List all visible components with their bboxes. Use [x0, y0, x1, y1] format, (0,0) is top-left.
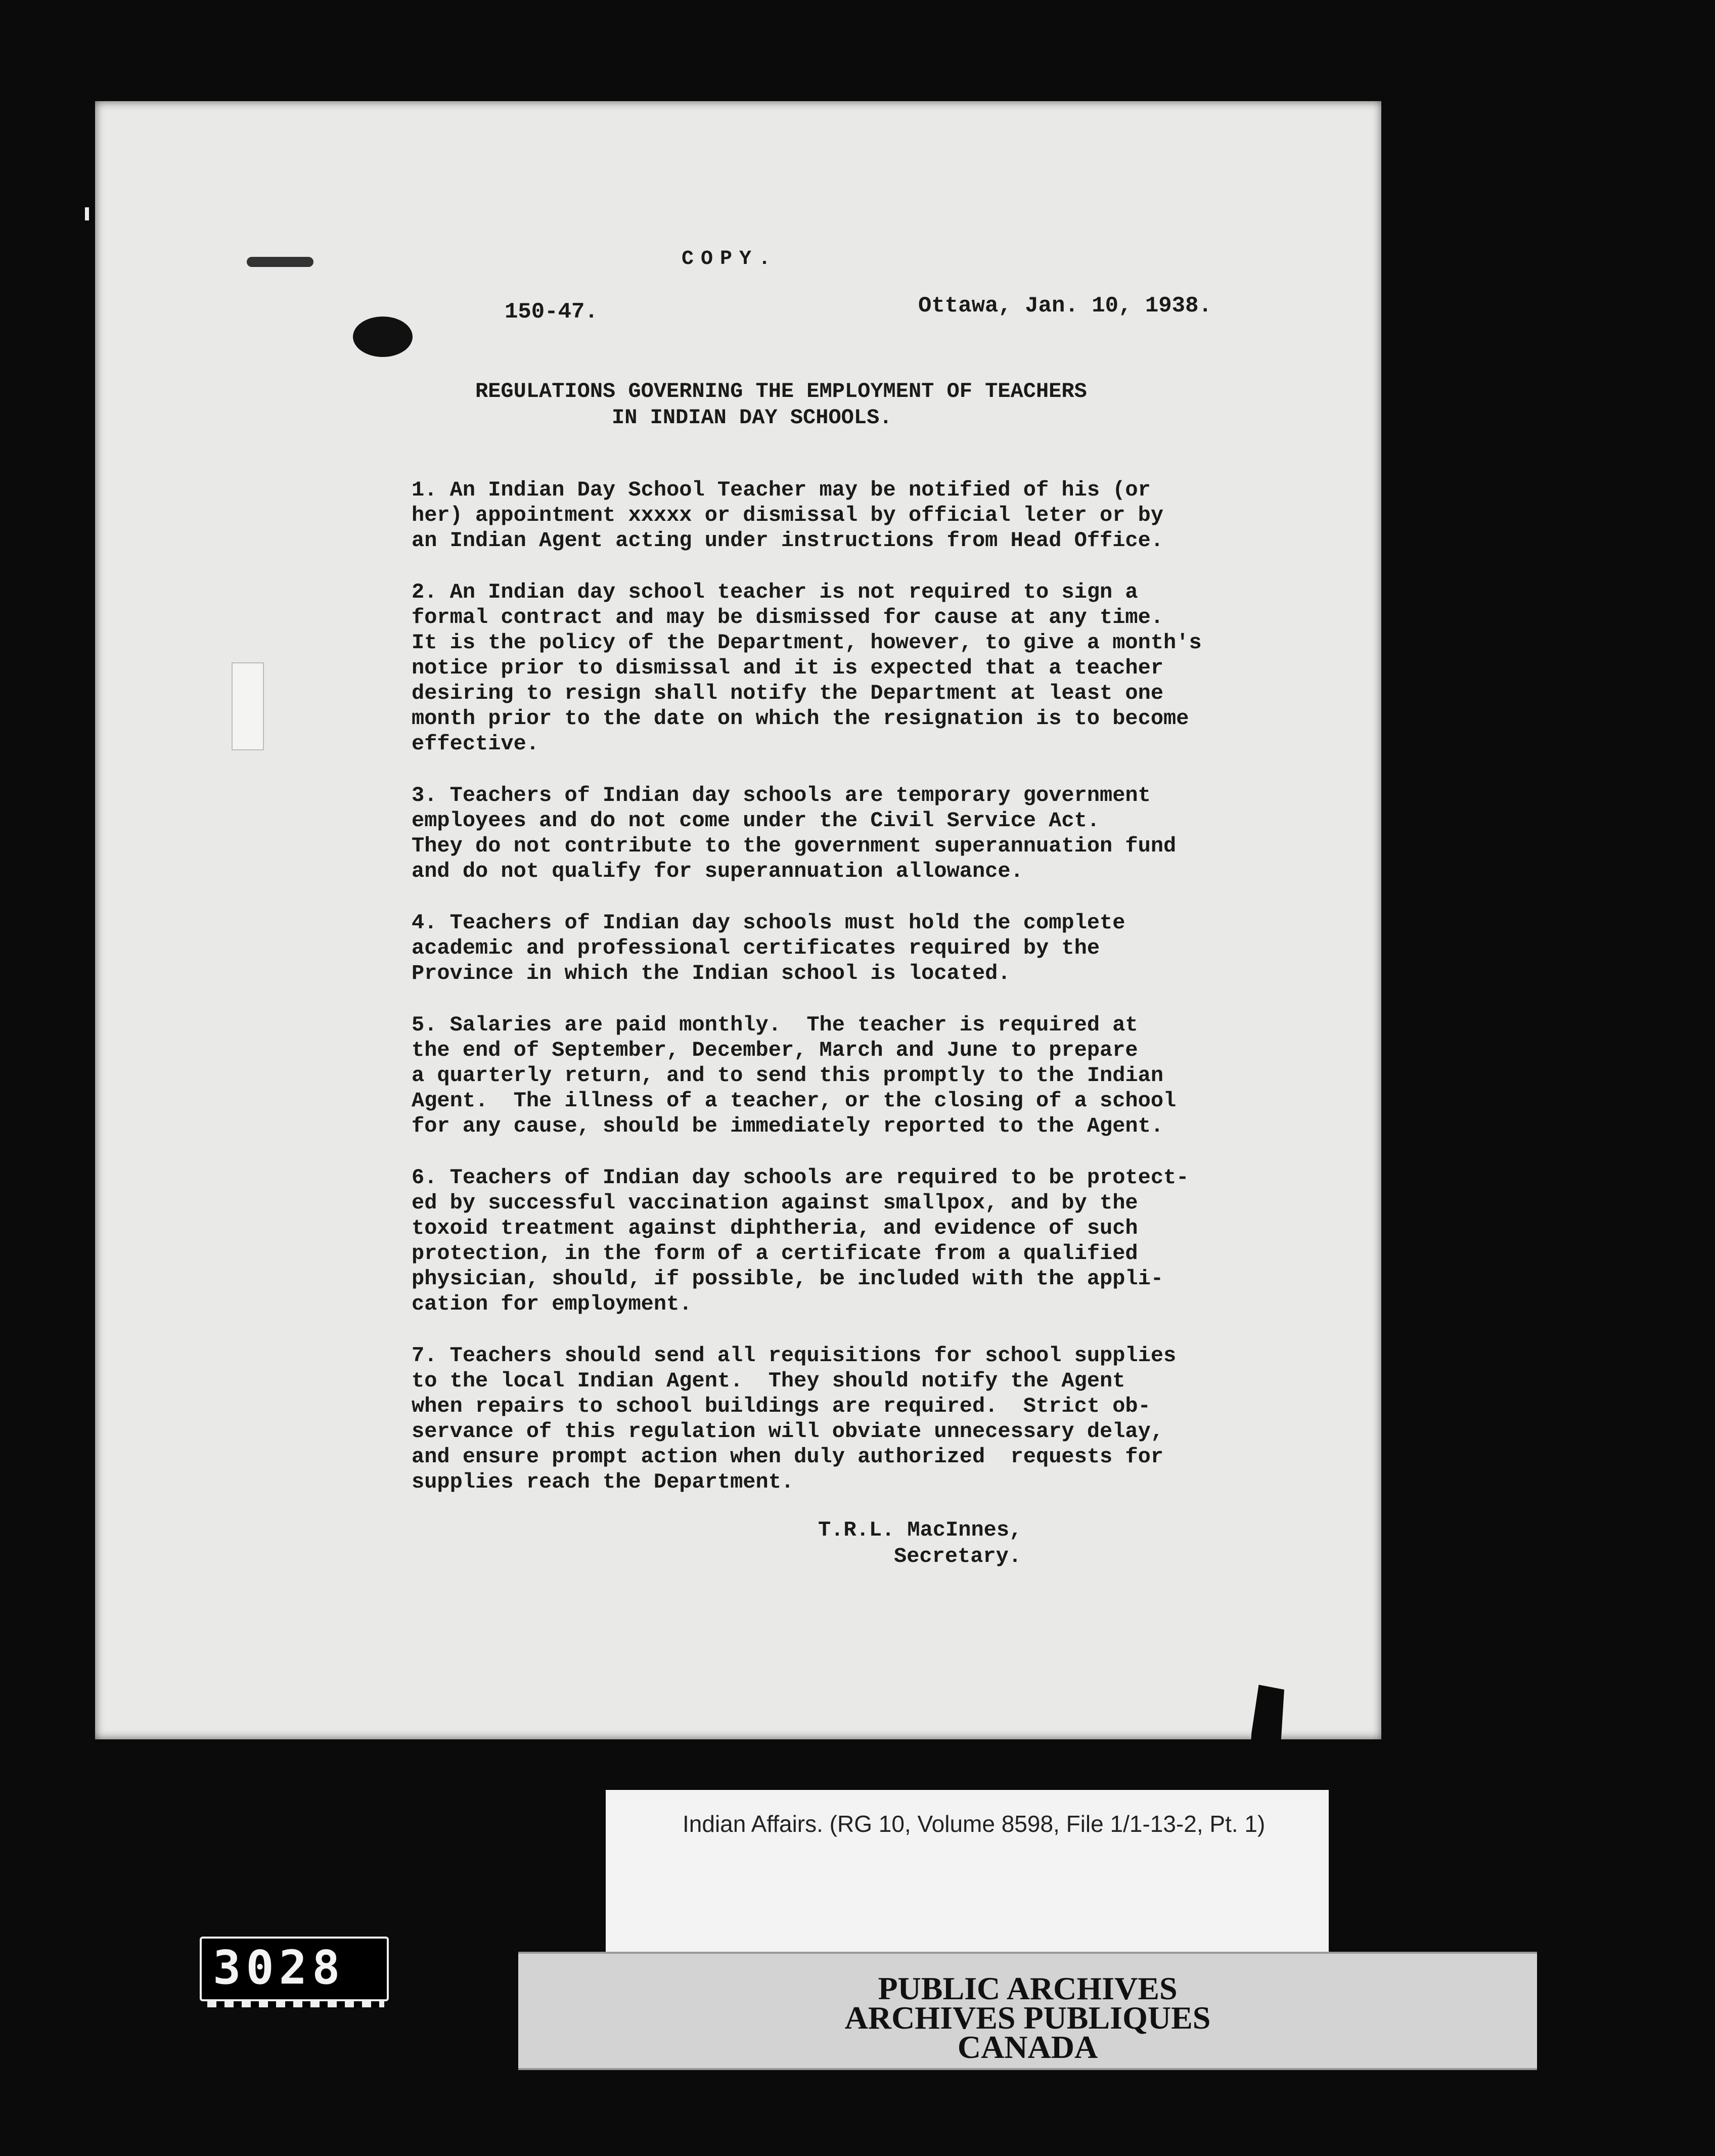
regulation-paragraph-2: 2. An Indian day school teacher is not required to sign a formal contract and may be dismissed for cause at any time. It is the policy of the Department, however, to give a month's notice prior to dismissal and it is expected that a teacher desiring to resign shall notify the Department at least one month prior to the date on which the resignation is to become effective. [412, 580, 1202, 756]
archive-stamp-line-2: ARCHIVES PUBLIQUES [844, 2000, 1211, 2036]
regulations-body [412, 477, 1352, 1521]
regulation-paragraph-7: 7. Teachers should send all requisitions for school supplies to the local Indian Agent. They should notify the Agent when repairs to school buildings are required. Strict ob- servance of this regulation will obviate unnecessary delay, and ensure prompt action when duly authorized requests for supplies reach the Department. [412, 1343, 1177, 1494]
signature-name: T.R.L. MacInnes, [818, 1518, 1022, 1542]
page-edge-tab [232, 662, 264, 750]
signature-title: Secretary. [894, 1544, 1022, 1568]
title-line-2: IN INDIAN DAY SCHOOLS. [612, 406, 892, 430]
regulation-paragraph-1: 1. An Indian Day School Teacher may be notified of his (or her) appointment xxxxx or dismissal by official leter or by an Indian Agent acting under instructions from Head Office. [412, 478, 1164, 553]
archive-stamp-line-1: PUBLIC ARCHIVES [878, 1970, 1178, 2006]
regulation-paragraph-5: 5. Salaries are paid monthly. The teacher is required at the end of September, December, March and June to prepare a quarterly return, and to send this promptly to the Indian Agent. The illness of a teacher, or the closing of a school for any cause, should be immediately reported to the Agent. [412, 1013, 1177, 1138]
signature-block [818, 1517, 1022, 1569]
ink-blot [353, 317, 413, 357]
film-sprocket-strip [207, 2001, 384, 2007]
archive-stamp-line-3: CANADA [957, 2029, 1098, 2065]
archive-stamp-band [518, 1952, 1537, 2070]
film-speck [85, 207, 89, 220]
file-number: 150-47. [505, 299, 598, 325]
title-line-1: REGULATIONS GOVERNING THE EMPLOYMENT OF TEACHERS [475, 379, 1087, 403]
regulation-paragraph-4: 4. Teachers of Indian day schools must hold the complete academic and professional certificates required by the Province in which the Indian school is located. [412, 911, 1125, 985]
frame-number: 3028 [213, 1941, 345, 1995]
regulation-paragraph-6: 6. Teachers of Indian day schools are required to be protect- ed by successful vaccination against smallpox, and by the toxoid treatment against diphtheria, and evidence of such protection, in the form of a certificate from a qualified physician, should, if possible, be included with the appli- cation for employment. [412, 1165, 1189, 1316]
page-tear [1248, 1685, 1284, 1806]
place-date: Ottawa, Jan. 10, 1938. [918, 293, 1212, 319]
film-frame-counter [200, 1937, 389, 2001]
copy-heading: COPY. [682, 248, 778, 271]
document-page [95, 101, 1381, 1739]
archive-reference-label [606, 1790, 1329, 1952]
regulation-paragraph-3: 3. Teachers of Indian day schools are temporary government employees and do not come under the Civil Service Act. They do not contribute to the government superannuation fund and do not qualify for superannuation allowance. [412, 783, 1177, 883]
document-title [475, 378, 1087, 431]
archive-reference-text: Indian Affairs. (RG 10, Volume 8598, File 1/1-13-2, Pt. 1) [683, 1811, 1266, 1837]
ink-smudge [247, 257, 313, 267]
archive-stamp-text [518, 1970, 1537, 2065]
